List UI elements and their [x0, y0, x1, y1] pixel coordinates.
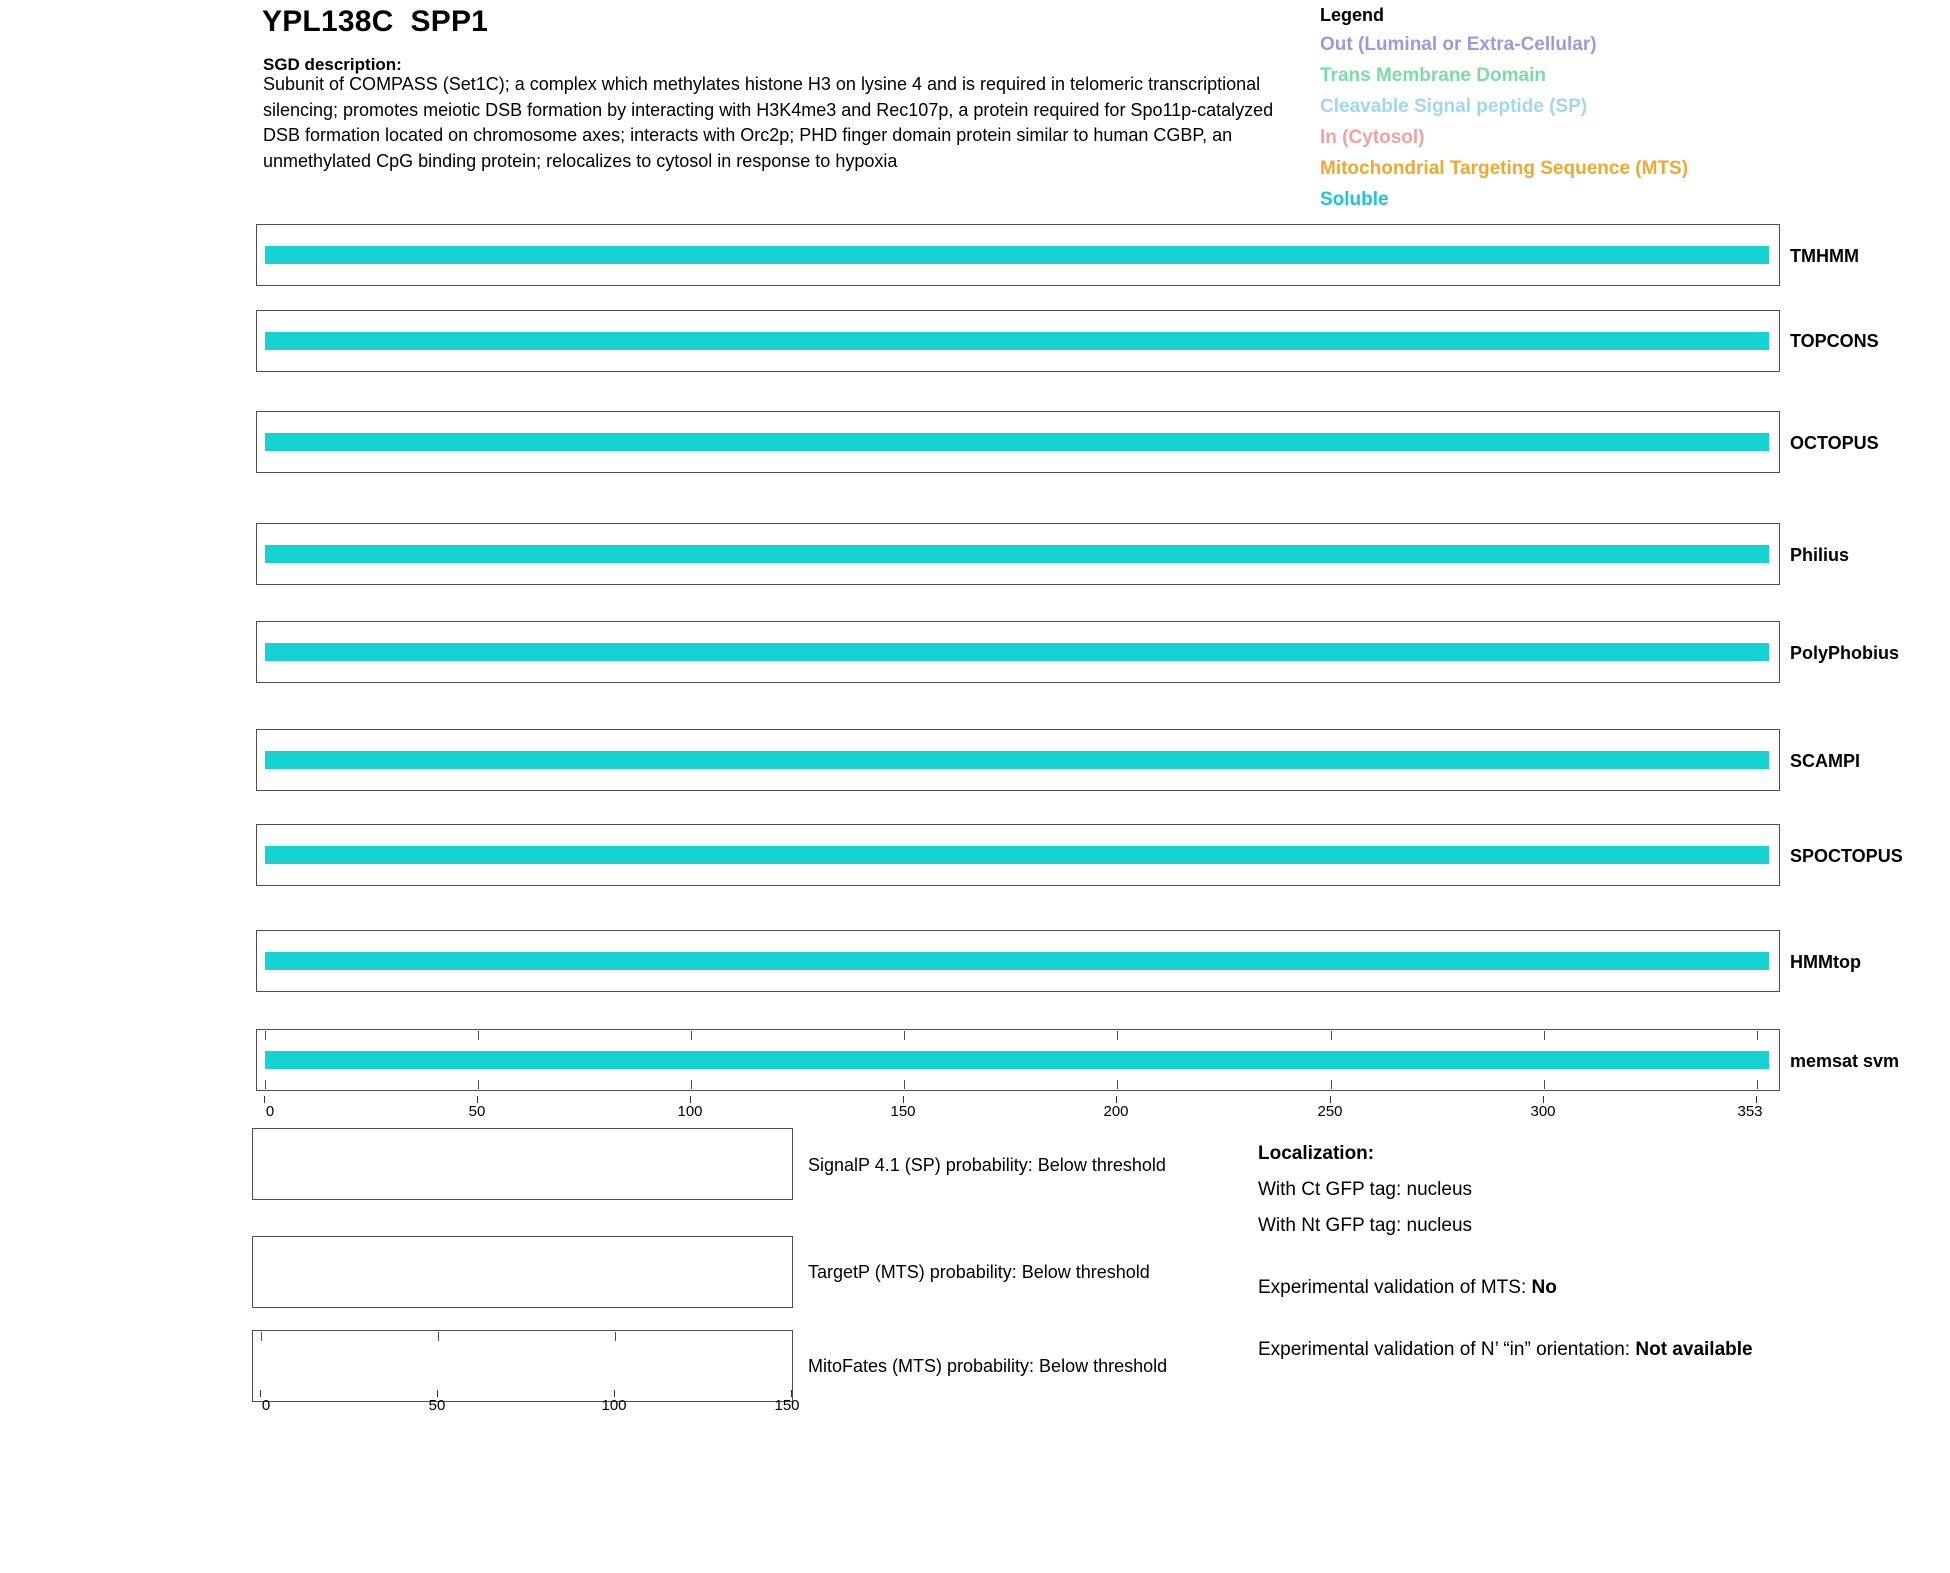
segment-soluble — [265, 332, 1769, 350]
track-scampi — [256, 729, 1780, 791]
segment-soluble — [265, 246, 1769, 264]
axis-tick-label: 250 — [1317, 1103, 1343, 1120]
axis-tick-label: 200 — [1103, 1103, 1129, 1120]
segment-soluble — [265, 643, 1769, 661]
segment-soluble — [265, 433, 1769, 451]
track-label-topcons: TOPCONS — [1790, 331, 1879, 351]
axis-tick-label: 50 — [428, 1397, 446, 1414]
axis-tick-label: 150 — [890, 1103, 916, 1120]
sgd-description-text: Subunit of COMPASS (Set1C); a complex which methylates histone H3 on lysine 4 and is required in telomeric transcriptional silencing; promotes meiotic DSB formation by interacting with H3K4me3 and Rec107p, a protein required for Spo11p-catalyzed DSB formation located on chromosome axes; interacts with Orc2p; PHD finger domain protein similar to human CGBP, an unmethylated CpG binding protein; relocalizes to cytosol in response to hypoxia — [263, 74, 1274, 171]
legend — [1320, 5, 1920, 215]
legend-item-tmd: Trans Membrane Domain — [1320, 65, 1546, 86]
track-label-spoctopus: SPOCTOPUS — [1790, 846, 1903, 866]
legend-title: Legend — [1320, 5, 1385, 25]
segment-soluble — [265, 751, 1769, 769]
legend-item-mts: Mitochondrial Targeting Sequence (MTS) — [1320, 158, 1689, 179]
track-memsat-svm — [256, 1029, 1780, 1091]
track-polyphobius — [256, 621, 1780, 683]
axis-tick-label: 300 — [1530, 1103, 1556, 1120]
track-label-polyphobius: PolyPhobius — [1790, 643, 1900, 663]
legend-item-sp: Cleavable Signal peptide (SP) — [1320, 96, 1588, 117]
orientation-validation-value: Not available — [1635, 1339, 1753, 1360]
mitofates-axis — [252, 1390, 800, 1416]
track-spoctopus — [256, 824, 1780, 886]
legend-item-soluble: Soluble — [1320, 189, 1389, 210]
axis-tick-label: 150 — [774, 1397, 800, 1414]
targetp-probability-label: TargetP (MTS) probability: Below threshold — [808, 1262, 1150, 1282]
track-label-tmhmm: TMHMM — [1790, 246, 1859, 266]
axis-tick-label: 50 — [468, 1103, 486, 1120]
mts-validation-label: Experimental validation of MTS: — [1258, 1277, 1532, 1298]
track-hmmtop — [256, 930, 1780, 992]
track-label-memsat-svm: memsat svm — [1790, 1051, 1900, 1071]
localization-ct-gfp: With Ct GFP tag: nucleus — [1258, 1179, 1473, 1200]
axis-tick-label: 0 — [265, 1103, 275, 1120]
segment-soluble — [265, 545, 1769, 563]
residue-axis — [256, 1096, 1780, 1122]
axis-tick-label: 353 — [1737, 1103, 1763, 1120]
track-label-philius: Philius — [1790, 545, 1850, 565]
track-philius — [256, 523, 1780, 585]
sgd-description-label: SGD description: — [263, 55, 402, 74]
signalp-probability-box — [252, 1128, 793, 1200]
axis-tick-label: 100 — [677, 1103, 703, 1120]
track-label-octopus: OCTOPUS — [1790, 433, 1879, 453]
mitofates-probability-label: MitoFates (MTS) probability: Below threshold — [808, 1356, 1168, 1376]
localization-panel — [1258, 1140, 1878, 1363]
track-octopus — [256, 411, 1780, 473]
mts-validation — [1258, 1274, 1878, 1301]
track-topcons — [256, 310, 1780, 372]
signalp-probability-label: SignalP 4.1 (SP) probability: Below threshold — [808, 1155, 1166, 1175]
localization-nt-gfp: With Nt GFP tag: nucleus — [1258, 1215, 1473, 1236]
legend-item-out: Out (Luminal or Extra-Cellular) — [1320, 34, 1597, 55]
legend-item-in: In (Cytosol) — [1320, 127, 1425, 148]
mts-validation-value: No — [1531, 1277, 1557, 1298]
axis-tick-label: 100 — [601, 1397, 627, 1414]
orientation-validation — [1258, 1336, 1878, 1363]
orientation-validation-label: Experimental validation of N’ “in” orientation: — [1258, 1339, 1636, 1360]
targetp-probability-box — [252, 1236, 793, 1308]
track-label-hmmtop: HMMtop — [1790, 952, 1861, 972]
segment-soluble — [265, 952, 1769, 970]
segment-soluble — [265, 846, 1769, 864]
localization-title: Localization: — [1258, 1143, 1375, 1164]
page-title: YPL138C SPP1 — [262, 5, 489, 38]
axis-tick-label: 0 — [261, 1397, 271, 1414]
track-tmhmm — [256, 224, 1780, 286]
segment-soluble — [265, 1051, 1769, 1069]
track-label-scampi: SCAMPI — [1790, 751, 1861, 771]
